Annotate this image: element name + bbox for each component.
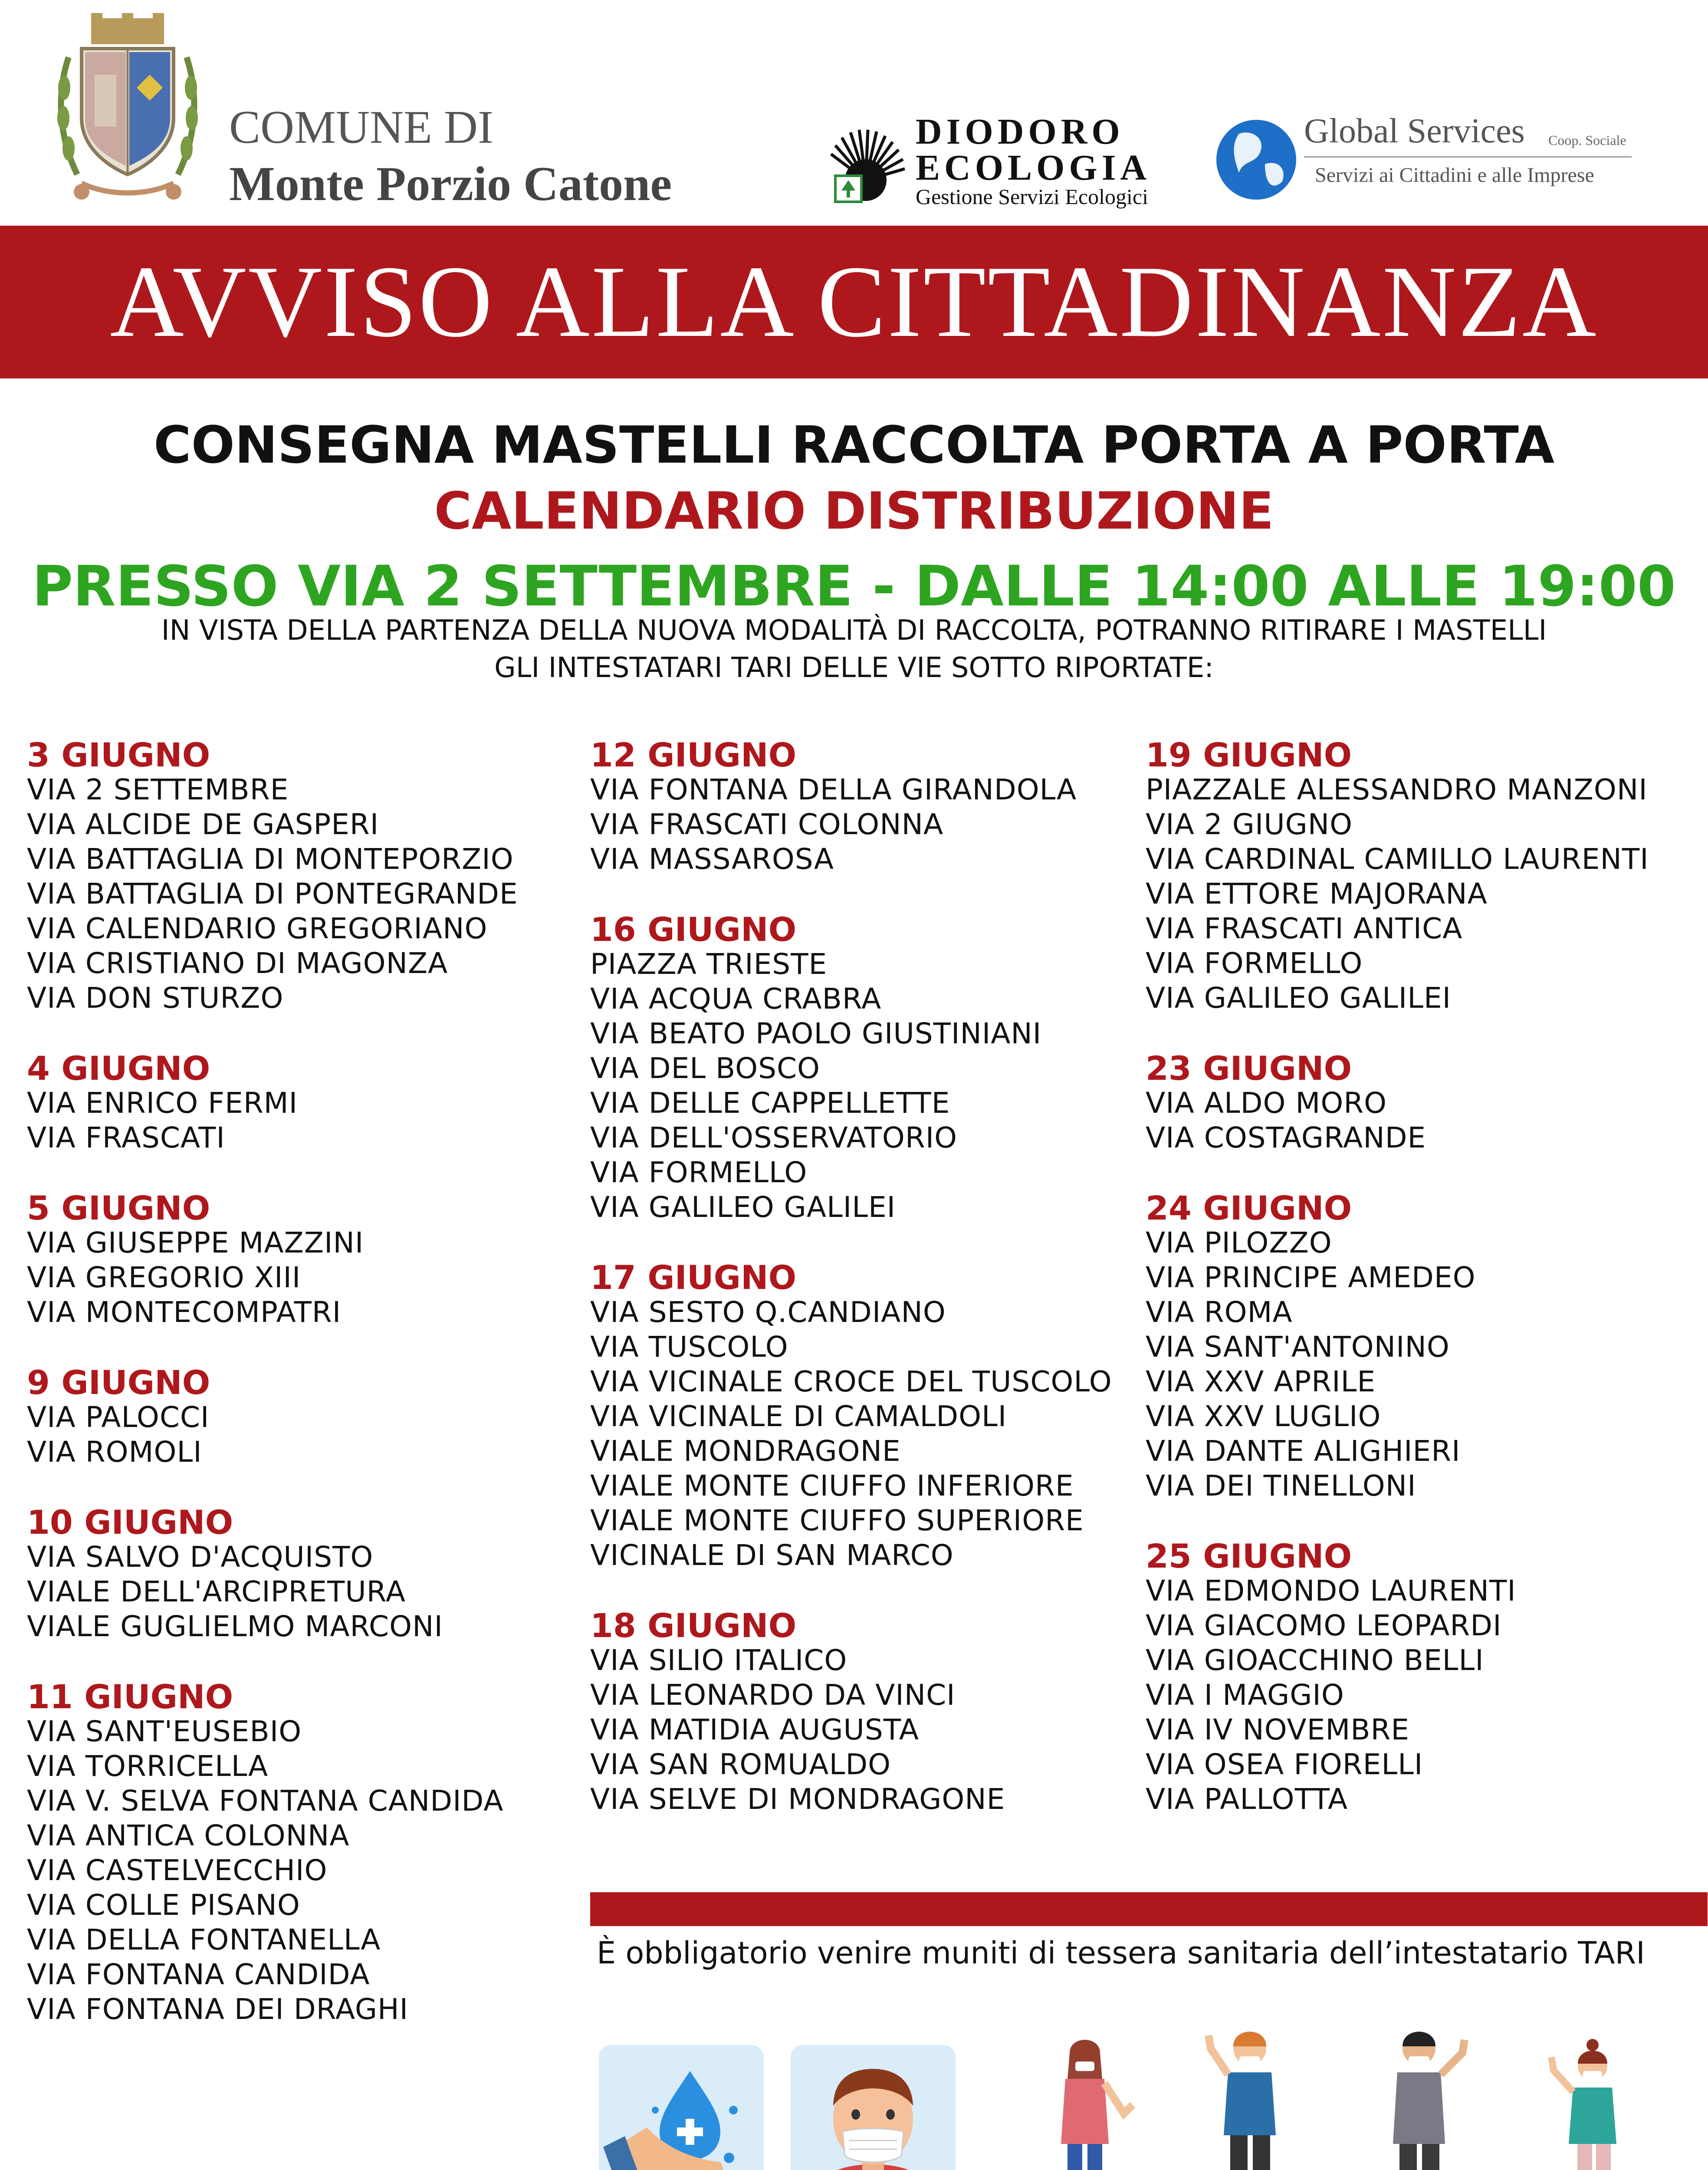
diodoro-tagline: Gestione Servizi Ecologici: [916, 184, 1148, 209]
street-name: VIA GIUSEPPE MAZZINI: [27, 1226, 364, 1259]
intro-line-1: IN VISTA DELLA PARTENZA DELLA NUOVA MODALITÀ DI RACCOLTA, POTRANNO RITIRARE I MASTELLI: [161, 615, 1547, 647]
banner-title: AVVISO ALLA CITTADINANZA: [110, 245, 1598, 358]
date-heading: 10 GIUGNO: [27, 1503, 233, 1542]
person-3: [1393, 2032, 1465, 2170]
street-name: VIA 2 SETTEMBRE: [27, 773, 289, 806]
date-heading: 9 GIUGNO: [27, 1363, 210, 1402]
date-heading: 24 GIUGNO: [1146, 1189, 1352, 1227]
street-name: VIA GALILEO GALILEI: [1146, 981, 1452, 1015]
date-heading: 12 GIUGNO: [590, 736, 797, 774]
street-name: VIALE MONTE CIUFFO INFERIORE: [590, 1469, 1074, 1503]
person-4: [1551, 2039, 1616, 2170]
street-name: VIALE MONDRAGONE: [590, 1434, 901, 1468]
schedule-column-3: [1146, 738, 1649, 1852]
street-name: VIA IV NOVEMBRE: [1146, 1713, 1410, 1746]
street-name: VIALE DELL'ARCIPRETURA: [27, 1575, 406, 1608]
date-heading: 5 GIUGNO: [27, 1189, 210, 1227]
face-mask-icon: [791, 2045, 956, 2170]
street-name: VIA ACQUA CRABRA: [590, 982, 882, 1016]
street-name: VIA SELVE DI MONDRAGONE: [590, 1782, 1005, 1816]
street-name: VIA BATTAGLIA DI PONTEGRANDE: [27, 877, 518, 911]
date-group: [1146, 1191, 1649, 1503]
notice-red-bar: [590, 1892, 1708, 1926]
street-name: VIA FORMELLO: [1146, 947, 1363, 980]
social-distance-illustration: [1059, 2022, 1640, 2170]
diodoro-name-line1: DIODORO: [916, 112, 1124, 152]
street-name: VIA GALILEO GALILEI: [590, 1190, 896, 1224]
street-name: VIA ENRICO FERMI: [27, 1086, 298, 1120]
street-name: VIA SILIO ITALICO: [590, 1644, 847, 1677]
global-services-coop: Coop. Sociale: [1548, 132, 1626, 148]
street-name: VIA DELLA FONTANELLA: [27, 1923, 381, 1956]
street-name: VIA COSTAGRANDE: [1146, 1121, 1426, 1154]
comune-label: COMUNE DI: [229, 102, 493, 153]
heading-consegna: CONSEGNA MASTELLI RACCOLTA PORTA A PORTA: [153, 415, 1555, 475]
date-group: [27, 1677, 518, 2027]
date-group: [27, 1365, 518, 1470]
date-heading: 23 GIUGNO: [1146, 1049, 1352, 1088]
street-name: VIA BATTAGLIA DI MONTEPORZIO: [27, 842, 514, 876]
date-heading: 3 GIUGNO: [27, 736, 210, 774]
street-name: VIA SALVO D'ACQUISTO: [27, 1540, 374, 1574]
global-services-tagline: Servizi ai Cittadini e alle Imprese: [1315, 164, 1594, 187]
global-services-globe-icon: [1213, 116, 1300, 203]
date-group: [1146, 1539, 1649, 1817]
street-name: VIA FORMELLO: [590, 1156, 808, 1189]
street-name: VIA DON STURZO: [27, 981, 284, 1015]
street-name: VIA FRASCATI: [27, 1121, 225, 1154]
street-name: VIA CARDINAL CAMILLO LAURENTI: [1146, 842, 1649, 876]
street-name: VIA OSEA FIORELLI: [1146, 1748, 1423, 1781]
street-name: VIA I MAGGIO: [1146, 1678, 1344, 1712]
street-name: VIA GIACOMO LEOPARDI: [1146, 1609, 1502, 1642]
heading-location-time: PRESSO VIA 2 SETTEMBRE - DALLE 14:00 ALLE 19:00: [32, 554, 1676, 619]
person-1: [1061, 2040, 1133, 2170]
street-name: VIA VICINALE CROCE DEL TUSCOLO: [590, 1365, 1112, 1398]
diodoro-logo-icon: [822, 124, 909, 210]
street-name: VIA FRASCATI COLONNA: [590, 808, 944, 841]
street-name: VIA ROMA: [1146, 1295, 1293, 1329]
street-name: VIA ANTICA COLONNA: [27, 1819, 350, 1852]
street-name: VIA PALOCCI: [27, 1401, 210, 1434]
street-name: VIALE MONTE CIUFFO SUPERIORE: [590, 1504, 1084, 1537]
street-name: VIA DEI TINELLONI: [1146, 1469, 1416, 1503]
date-group: [27, 1191, 518, 1330]
street-name: VIA TORRICELLA: [27, 1749, 269, 1783]
street-name: VIA PILOZZO: [1146, 1226, 1332, 1259]
date-group: [590, 738, 1112, 877]
street-name: VIA XXV LUGLIO: [1146, 1400, 1381, 1433]
street-name: VIA COLLE PISANO: [27, 1888, 300, 1922]
street-name: VIA ROMOLI: [27, 1435, 202, 1469]
street-name: VIA LEONARDO DA VINCI: [590, 1678, 956, 1712]
street-name: VIA MATIDIA AUGUSTA: [590, 1713, 920, 1746]
date-group: [27, 738, 518, 1016]
street-name: VIA V. SELVA FONTANA CANDIDA: [27, 1784, 504, 1818]
street-name: VIA CALENDARIO GREGORIANO: [27, 912, 488, 945]
hand-sanitizer-card: [599, 2045, 764, 2170]
street-name: VIA GIOACCHINO BELLI: [1146, 1644, 1484, 1677]
street-name: VICINALE DI SAN MARCO: [590, 1539, 954, 1572]
street-name: VIA DELL'OSSERVATORIO: [590, 1121, 958, 1154]
street-name: VIA BEATO PAOLO GIUSTINIANI: [590, 1017, 1042, 1050]
street-name: VIA SANT'EUSEBIO: [27, 1715, 302, 1748]
street-name: VIA XXV APRILE: [1146, 1365, 1376, 1398]
date-heading: 17 GIUGNO: [590, 1258, 797, 1297]
street-name: VIA EDMONDO LAURENTI: [1146, 1574, 1516, 1608]
street-name: VIA SANT'ANTONINO: [1146, 1330, 1450, 1364]
date-group: [1146, 738, 1649, 1016]
street-name: VIA SESTO Q.CANDIANO: [590, 1295, 946, 1329]
date-heading: 11 GIUGNO: [27, 1677, 233, 1716]
face-mask-card: [791, 2045, 956, 2170]
intro-line-2: GLI INTESTATARI TARI DELLE VIE SOTTO RIPORTATE:: [494, 652, 1214, 684]
person-2: [1209, 2032, 1276, 2170]
date-group: [590, 1608, 1112, 1817]
street-name: VIA MASSAROSA: [590, 842, 834, 876]
street-name: VIA TUSCOLO: [590, 1330, 788, 1364]
street-name: VIA PRINCIPE AMEDEO: [1146, 1261, 1476, 1294]
date-group: [590, 912, 1112, 1225]
street-name: VIA GREGORIO XIII: [27, 1261, 301, 1294]
street-name: VIA DEL BOSCO: [590, 1052, 821, 1085]
street-name: PIAZZALE ALESSANDRO MANZONI: [1146, 773, 1648, 806]
municipal-coat-of-arms: [51, 10, 204, 207]
date-group: [590, 1260, 1112, 1573]
street-name: VIA ETTORE MAJORANA: [1146, 877, 1488, 911]
date-heading: 19 GIUGNO: [1146, 736, 1352, 774]
street-name: VIA PALLOTTA: [1146, 1782, 1348, 1816]
street-name: VIALE GUGLIELMO MARCONI: [27, 1610, 443, 1643]
date-heading: 16 GIUGNO: [590, 910, 797, 949]
street-name: VIA 2 GIUGNO: [1146, 808, 1353, 841]
diodoro-name-line2: ECOLOGIA: [916, 148, 1151, 188]
street-name: VIA DELLE CAPPELLETTE: [590, 1086, 950, 1120]
schedule-column-2: [590, 738, 1112, 1852]
notice-text: È obbligatorio venire muniti di tessera sanitaria dell’intestatario TARI: [597, 1935, 1645, 1971]
date-heading: 18 GIUGNO: [590, 1606, 797, 1645]
date-heading: 25 GIUGNO: [1146, 1537, 1352, 1575]
street-name: VIA CASTELVECCHIO: [27, 1854, 328, 1887]
street-name: VIA VICINALE DI CAMALDOLI: [590, 1400, 1007, 1433]
schedule-column-1: [27, 738, 518, 2062]
date-heading: 4 GIUGNO: [27, 1049, 210, 1088]
street-name: VIA FONTANA DELLA GIRANDOLA: [590, 773, 1077, 806]
street-name: VIA CRISTIANO DI MAGONZA: [27, 947, 448, 980]
street-name: VIA ALDO MORO: [1146, 1086, 1387, 1120]
date-group: [27, 1051, 518, 1155]
street-name: VIA MONTECOMPATRI: [27, 1295, 342, 1329]
heading-calendario: CALENDARIO DISTRIBUZIONE: [434, 481, 1274, 541]
street-name: VIA SAN ROMUALDO: [590, 1748, 891, 1781]
street-name: VIA ALCIDE DE GASPERI: [27, 808, 379, 841]
comune-name: Monte Porzio Catone: [229, 157, 672, 211]
global-services-divider: [1304, 156, 1632, 158]
date-group: [27, 1505, 518, 1644]
global-services-name: Global Services: [1304, 112, 1525, 150]
street-name: PIAZZA TRIESTE: [590, 947, 828, 981]
date-group: [1146, 1051, 1649, 1155]
hand-sanitizer-icon: [599, 2045, 764, 2170]
street-name: VIA DANTE ALIGHIERI: [1146, 1434, 1461, 1468]
street-name: VIA FONTANA CANDIDA: [27, 1958, 370, 1991]
street-name: VIA FRASCATI ANTICA: [1146, 912, 1463, 945]
title-banner: [0, 226, 1708, 378]
street-name: VIA FONTANA DEI DRAGHI: [27, 1992, 409, 2026]
